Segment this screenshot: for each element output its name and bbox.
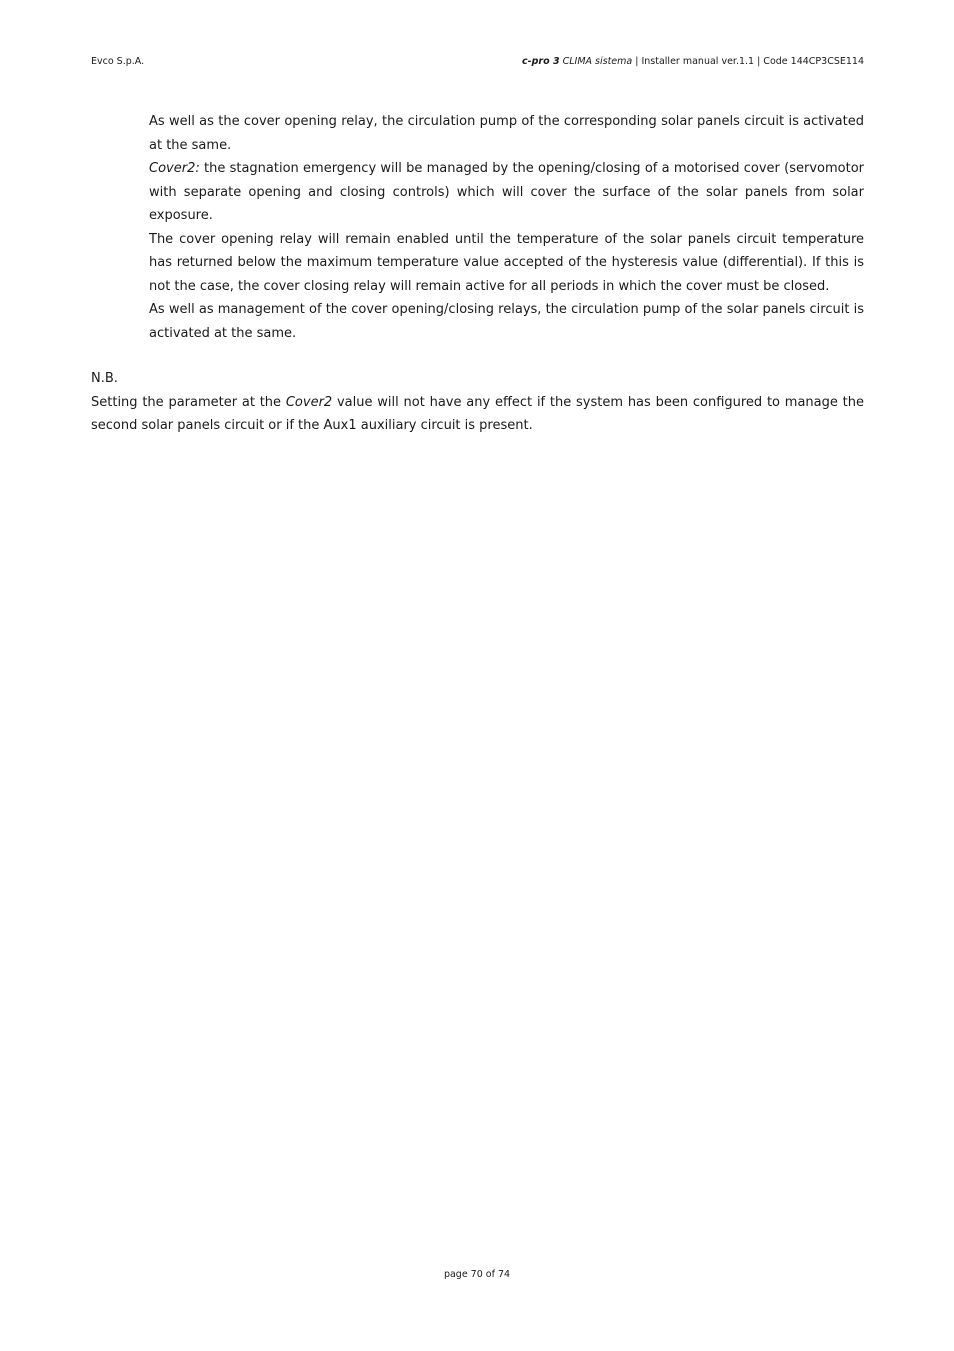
note-title: N.B. [91, 371, 118, 386]
paragraph-relay-enabled: The cover opening relay will remain enabled until the temperature of the solar panels circuit temperature has returned below the maximum temperature value accepted of the hysteresis value (differential). If this is not the case, the cover closing relay will remain active for all periods in which the cover must be closed. [149, 231, 864, 294]
note-text-emph: Cover2 [285, 394, 333, 410]
cover2-label: Cover2: [149, 161, 200, 176]
note-section [91, 367, 864, 438]
paragraph-pump-activated: As well as management of the cover opening/closing relays, the circulation pump of the solar panels circuit is activated at the same. [149, 302, 864, 341]
product-subname: CLIMA sistema [562, 56, 633, 67]
product-name: c-pro 3 [522, 56, 560, 67]
paragraph-cover2 [149, 157, 864, 228]
company-name: Evco S.p.A. [91, 56, 145, 67]
note-text-before: Setting the parameter at the [91, 394, 286, 410]
main-content [149, 110, 864, 345]
document-info [522, 56, 864, 68]
note-text [91, 391, 864, 438]
cover2-description: the stagnation emergency will be managed by the opening/closing of a motorised cover (servomotor with separate opening and closing controls) which will cover the surface of the solar panels from solar exposure. [149, 161, 864, 223]
note-text-after: value will not have any effect if the system has been configured to manage the second solar panels circuit or if the Aux1 auxiliary circuit is present. [91, 394, 865, 433]
manual-details: | Installer manual ver.1.1 | Code 144CP3CSE114 [632, 56, 864, 67]
paragraph-cover-relay: As well as the cover opening relay, the circulation pump of the corresponding solar panels circuit is activated at the same. [149, 114, 864, 153]
page-number: page 70 of 74 [443, 1269, 511, 1280]
